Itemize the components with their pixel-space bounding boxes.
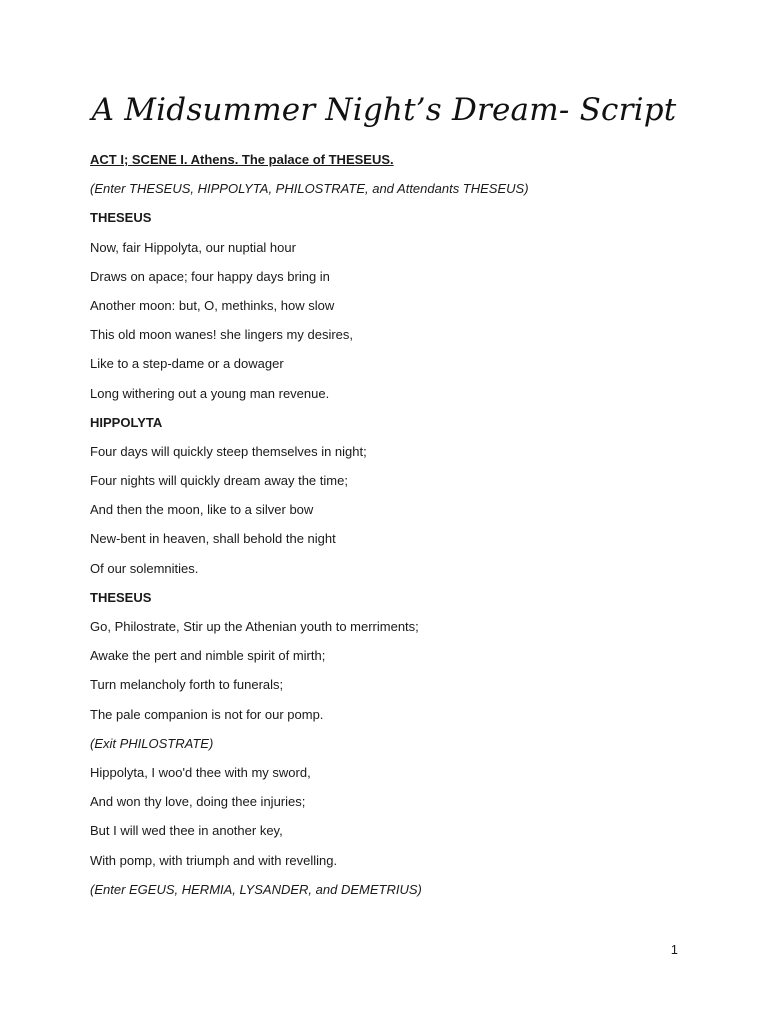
- page-title: A Midsummer Night’s Dream- Script: [91, 92, 677, 128]
- dialogue-line: This old moon wanes! she lingers my desires,: [90, 327, 354, 343]
- scene-heading: ACT I; SCENE I. Athens. The palace of THESEUS.: [90, 152, 394, 167]
- dialogue-line: But I will wed thee in another key,: [90, 823, 283, 839]
- dialogue-line: Of our solemnities.: [90, 560, 199, 576]
- stage-direction: (Enter THESEUS, HIPPOLYTA, PHILOSTRATE, and Attendants THESEUS): [90, 181, 529, 197]
- dialogue-line: Go, Philostrate, Stir up the Athenian youth to merriments;: [90, 619, 419, 634]
- dialogue-line: Draws on apace; four happy days bring in: [90, 268, 330, 284]
- script-body: [90, 150, 690, 909]
- dialogue-line: Turn melancholy forth to funerals;: [90, 677, 284, 693]
- stage-direction: (Exit PHILOSTRATE): [90, 735, 214, 751]
- dialogue-line: Another moon: but, O, methinks, how slow: [90, 297, 335, 313]
- dialogue-line: And then the moon, like to a silver bow: [90, 502, 314, 518]
- dialogue-line: Four days will quickly steep themselves in night;: [90, 443, 367, 459]
- dialogue-line: Long withering out a young man revenue.: [90, 385, 330, 401]
- dialogue-line: The pale companion is not for our pomp.: [90, 706, 324, 722]
- speaker-name: THESEUS: [90, 210, 152, 226]
- speaker-name: HIPPOLYTA: [90, 414, 163, 430]
- dialogue-line: New-bent in heaven, shall behold the night: [90, 531, 336, 547]
- page-number: 1: [670, 942, 678, 957]
- dialogue-line: Four nights will quickly dream away the time;: [90, 473, 348, 489]
- dialogue-line: Like to a step-dame or a dowager: [90, 356, 284, 372]
- dialogue-line: Awake the pert and nimble spirit of mirth;: [90, 648, 326, 664]
- dialogue-line: With pomp, with triumph and with revelling.: [90, 852, 338, 868]
- stage-direction: (Enter EGEUS, HERMIA, LYSANDER, and DEMETRIUS): [90, 881, 422, 897]
- dialogue-line: And won thy love, doing thee injuries;: [90, 794, 306, 810]
- dialogue-line: Now, fair Hippolyta, our nuptial hour: [90, 239, 296, 255]
- dialogue-line: Hippolyta, I woo'd thee with my sword,: [90, 764, 311, 780]
- speaker-name: THESEUS: [90, 589, 152, 605]
